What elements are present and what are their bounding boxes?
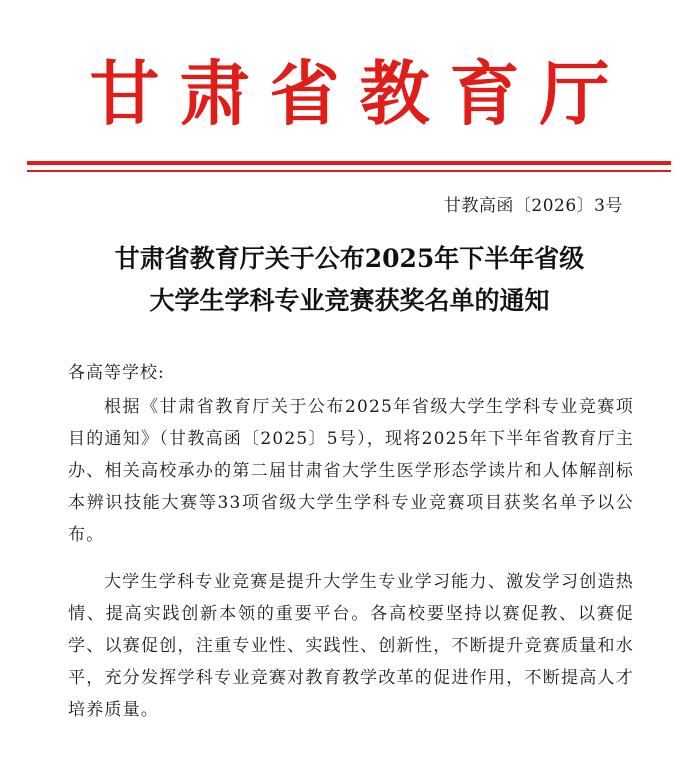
red-divider-thin	[27, 170, 671, 172]
salutation: 各高等学校:	[68, 363, 165, 383]
masthead-title: 甘肃省教育厅	[89, 52, 630, 135]
body-paragraph-1: 根据《甘肃省教育厅关于公布2025年省级大学生学科专业竞赛项目的通知》（甘教高函〔2025〕5号），现将2025年下半年省教育厅主办、相关高校承办的第二届甘肃省大学生医学形态学读片和人体解剖标本辨识技能大赛等33项省级大学生学科专业竞赛项目获奖名单予以公布。	[68, 397, 634, 545]
body-paragraph-2: 大学生学科专业竞赛是提升大学生专业学习能力、激发学习创造热情、提高实践创新本领的重要平台。各高校要坚持以赛促教、以赛促学、以赛促创，注重专业性、实践性、创新性，不断提升竞赛质量和水平，充分发挥学科专业竞赛对教育教学改革的促进作用，不断提高人才培养质量。	[68, 572, 634, 720]
document-title-line-2: 大学生学科专业竞赛获奖名单的通知	[149, 286, 550, 315]
document-title-line-1: 甘肃省教育厅关于公布2025年下半年省级	[114, 244, 585, 273]
document-title	[0, 238, 699, 322]
red-divider-thick	[27, 161, 671, 165]
document-number: 甘教高函〔2026〕3号	[443, 196, 623, 216]
